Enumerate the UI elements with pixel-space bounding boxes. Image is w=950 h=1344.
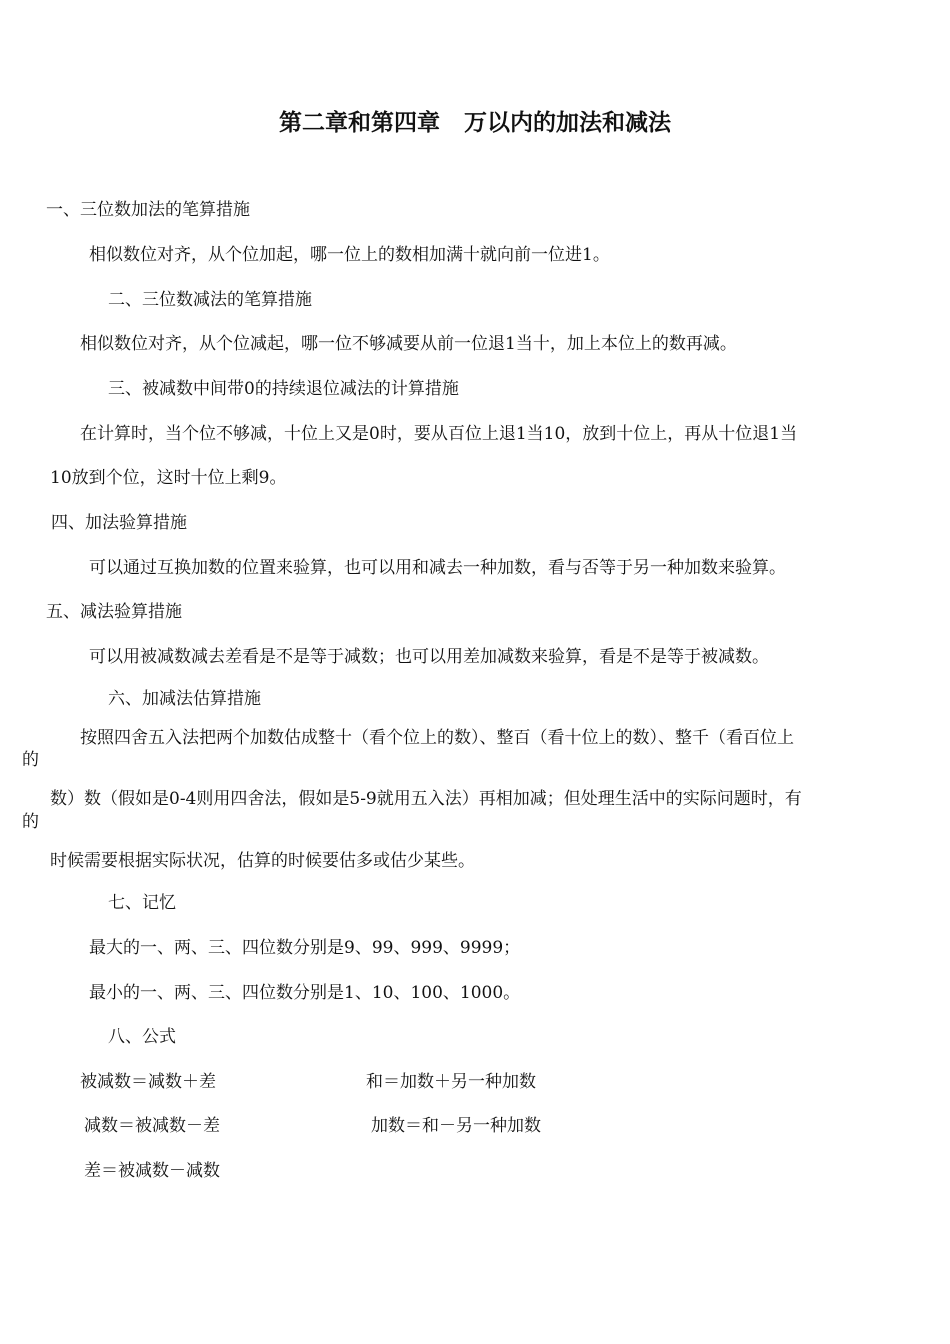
section-heading-1: 一、三位数加法的笔算措施: [46, 200, 250, 220]
paragraph-line: 相似数位对齐，从个位加起，哪一位上的数相加满十就向前一位进1。: [89, 245, 610, 265]
section-heading-6: 六、加减法估算措施: [108, 689, 261, 709]
paragraph-line: 按照四舍五入法把两个加数估成整十（看个位上的数）、整百（看十位上的数）、整千（看百位上: [80, 728, 794, 748]
paragraph-line-wrap: 的: [22, 812, 39, 832]
section-heading-2: 二、三位数减法的笔算措施: [108, 290, 312, 310]
section-heading-4: 四、加法验算措施: [51, 513, 187, 533]
paragraph-line: 最小的一、两、三、四位数分别是1、10、100、1000。: [89, 983, 521, 1003]
section-heading-7: 七、记忆: [108, 893, 176, 913]
paragraph-line: 相似数位对齐，从个位减起，哪一位不够减要从前一位退1当十，加上本位上的数再减。: [80, 334, 737, 354]
formula: 加数＝和－另一种加数: [371, 1116, 541, 1136]
formula: 被减数＝减数＋差: [80, 1072, 216, 1092]
paragraph-line: 在计算时，当个位不够减，十位上又是0时，要从百位上退1当10，放到十位上，再从十位退1当: [80, 424, 798, 444]
formula: 差＝被减数－减数: [84, 1161, 220, 1181]
paragraph-line: 数）数（假如是0-4则用四舍法，假如是5-9就用五入法）再相加减；但处理生活中的实际问题时，有: [50, 789, 802, 809]
paragraph-line: 最大的一、两、三、四位数分别是9、99、999、9999；: [89, 938, 521, 958]
formula: 和＝加数＋另一种加数: [366, 1072, 536, 1092]
paragraph-line: 10放到个位，这时十位上剩9。: [50, 468, 287, 488]
formula: 减数＝被减数－差: [84, 1116, 220, 1136]
paragraph-line: 可以通过互换加数的位置来验算，也可以用和减去一种加数，看与否等于另一种加数来验算。: [89, 558, 786, 578]
paragraph-line: 可以用被减数减去差看是不是等于减数；也可以用差加减数来验算，看是不是等于被减数。: [89, 647, 769, 667]
paragraph-line-wrap: 的: [22, 750, 39, 770]
section-heading-8: 八、公式: [108, 1027, 176, 1047]
paragraph-line: 时候需要根据实际状况，估算的时候要估多或估少某些。: [50, 851, 475, 871]
section-heading-3: 三、被减数中间带0的持续退位减法的计算措施: [108, 379, 459, 399]
section-heading-5: 五、减法验算措施: [46, 602, 182, 622]
page-title: 第二章和第四章 万以内的加法和减法: [278, 109, 672, 136]
